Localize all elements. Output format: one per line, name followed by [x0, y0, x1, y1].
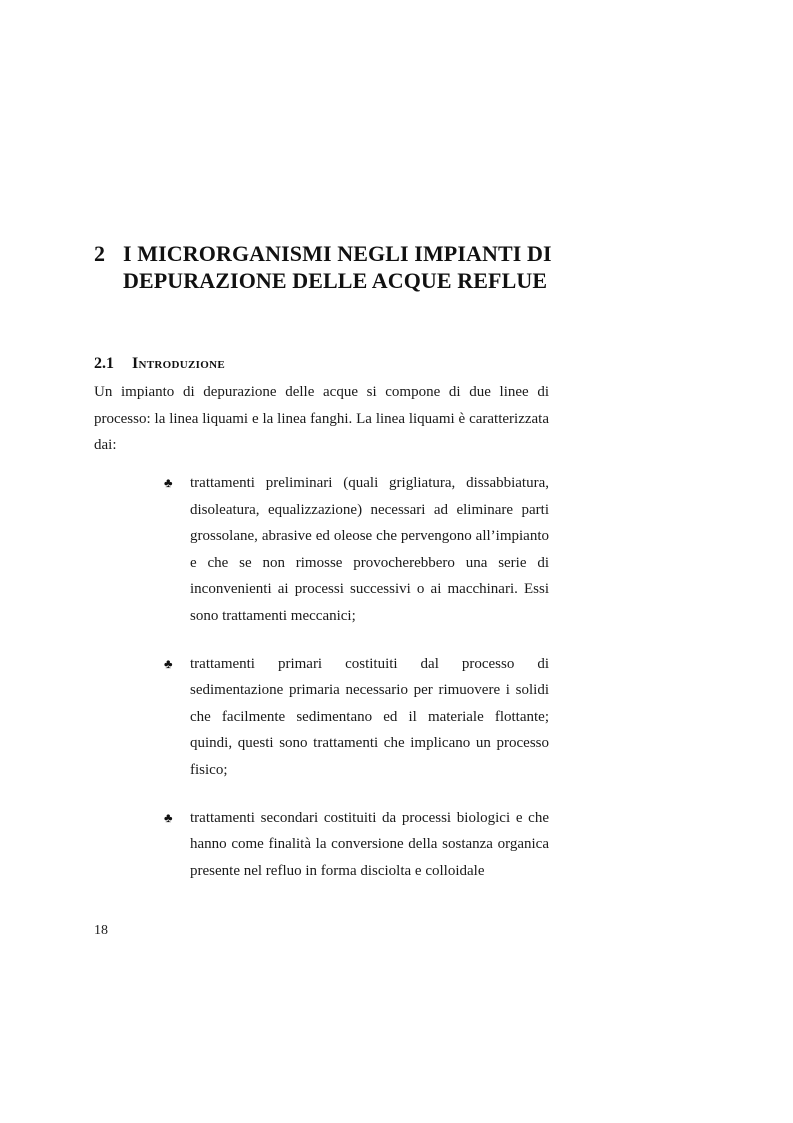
list-item: [164, 470, 549, 630]
list-item-text: trattamenti secondari costituiti da processi biologici e che hanno come finalità la conversione della sostanza organica presente nel refluo in forma disciolta e colloidale: [190, 809, 549, 879]
club-bullet-icon: ♣: [164, 475, 173, 490]
list-item-text: trattamenti preliminari (quali grigliatura, dissabbiatura, disoleatura, equalizzazione) necessari ad eliminare parti grossolane, abrasive ed oleose che pervengono all’impianto e che se non rimosse provocherebbero una serie di inconvenienti ai processi successivi o ai macchinari. Essi sono trattamenti meccanici;: [190, 475, 549, 624]
section-number: 2.1: [94, 355, 114, 372]
bullet-list: [164, 470, 549, 905]
list-item: [164, 651, 549, 784]
club-bullet-icon: ♣: [164, 655, 173, 671]
list-item: [164, 805, 549, 885]
chapter-heading: [94, 240, 554, 294]
section-heading: [94, 354, 225, 374]
club-bullet-icon: ♣: [164, 809, 173, 825]
intro-paragraph: Un impianto di depurazione delle acque si compone di due linee di processo: la linea liquami e la linea fanghi. La linea liquami è caratterizzata dai:: [94, 384, 549, 454]
page-number: 18: [94, 923, 108, 938]
chapter-number: 2: [94, 241, 105, 266]
list-item-text: trattamenti primari costituiti dal processo di sedimentazione primaria necessario per rimuovere i solidi che facilmente sedimentano ed il materiale flottante; quindi, questi sono trattamenti che implicano un processo fisico;: [190, 655, 549, 778]
section-title: Introduzione: [132, 355, 225, 372]
chapter-title: I MICRORGANISMI NEGLI IMPIANTI DI DEPURAZIONE DELLE ACQUE REFLUE: [123, 241, 552, 293]
